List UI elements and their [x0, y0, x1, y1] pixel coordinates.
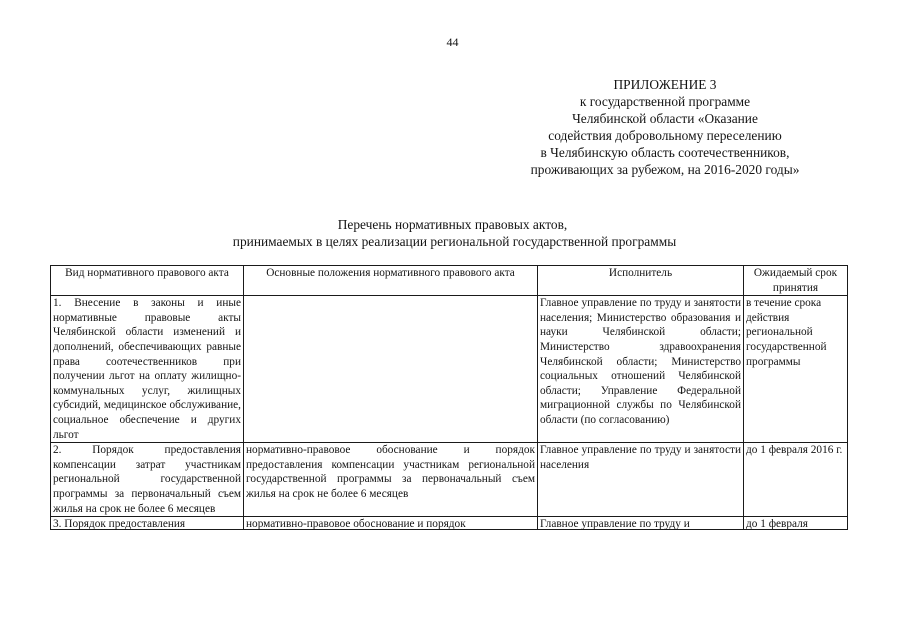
- list-title: [0, 216, 905, 250]
- cell-type: 2. Порядок предоставления компенсации затрат участникам региональной государственной программы за первоначальный съем жилья на срок не более 6 месяцев: [51, 443, 244, 517]
- table-header-row: [51, 266, 848, 296]
- cell-term: до 1 февраля 2016 г.: [744, 443, 848, 517]
- cell-term: до 1 февраля: [746, 518, 808, 530]
- cell-type: 1. Внесение в законы и иные нормативные правовые акты Челябинской области изменений и дополнений, обеспечивающих равные права соотечественников при получении льгот на оплату жилищно-коммунальных услуг, жилищных субсидий, медицинское обслуживание, социальное обеспечение и других льгот: [51, 296, 244, 443]
- table-row: [51, 443, 848, 517]
- cell-type-wrap: [51, 517, 244, 530]
- header-executor: Исполнитель: [538, 266, 744, 296]
- cell-executor: Главное управление по труду и занятости населения; Министерство образования и науки Челябинской области; Министерство здравоохранения Челябинской области; Министерство социальных отношений Челябинской области; Управление Федеральной миграционной службы по Челябинской области (по согласованию): [538, 296, 744, 443]
- cell-term: в течение срока действия региональной государственной программы: [744, 296, 848, 443]
- cell-provisions: [244, 296, 538, 443]
- appendix-line: проживающих за рубежом, на 2016-2020 годы»: [530, 162, 800, 177]
- appendix-line: Челябинской области «Оказание: [572, 111, 758, 126]
- cell-executor-wrap: [538, 517, 744, 530]
- cell-provisions: нормативно-правовое обоснование и порядок предоставления компенсации участникам региональной государственной программы за первоначальный съем жилья на срок не более 6 месяцев: [244, 443, 538, 517]
- cell-provisions-wrap: [244, 517, 538, 530]
- appendix-line: содействия добровольному переселению: [548, 128, 782, 143]
- list-title-line-1: Перечень нормативных правовых актов,: [337, 217, 568, 232]
- cell-term-wrap: [744, 517, 848, 530]
- cell-provisions: нормативно-правовое обоснование и порядок: [246, 518, 466, 530]
- acts-table: [50, 265, 848, 530]
- list-title-line-2: принимаемых в целях реализации региональной государственной программы: [232, 234, 677, 249]
- appendix-line: к государственной программе: [579, 94, 751, 109]
- header-term: Ожидаемый срок принятия: [744, 266, 848, 296]
- header-provisions: Основные положения нормативного правового акта: [244, 266, 538, 296]
- page-number: 44: [446, 35, 459, 49]
- cell-executor: Главное управление по труду и: [540, 518, 690, 530]
- appendix-line: в Челябинскую область соотечественников,: [540, 145, 790, 160]
- header-type: Вид нормативного правового акта: [51, 266, 244, 296]
- appendix-title: ПРИЛОЖЕНИЕ 3: [613, 77, 717, 92]
- cell-executor: Главное управление по труду и занятости населения: [538, 443, 744, 517]
- table-row: [51, 296, 848, 443]
- table-row: [51, 517, 848, 530]
- cell-type: 3. Порядок предоставления: [53, 518, 186, 530]
- appendix-block: [485, 76, 845, 178]
